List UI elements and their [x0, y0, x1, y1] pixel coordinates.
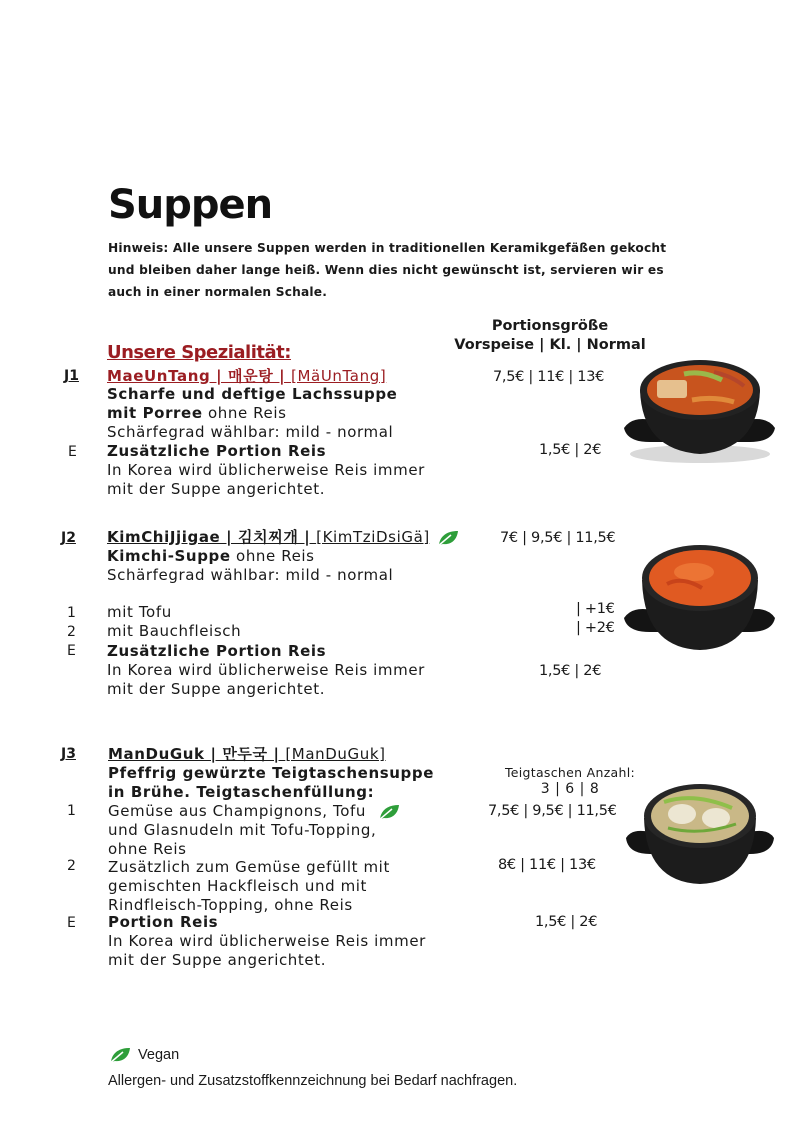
option-mark-j2-1: 1: [67, 605, 76, 621]
extra-line1-j1: In Korea wird üblicherweise Reis immer: [107, 461, 425, 479]
dish-desc-bold: Kimchi-Suppe: [107, 547, 231, 565]
extra-title-j1: Zusätzliche Portion Reis: [107, 442, 327, 460]
option-mark-j2-2: 2: [67, 624, 76, 640]
option-price-j3-1: 7,5€ | 9,5€ | 11,5€: [488, 803, 617, 819]
dish-pronunciation: [MäUnTang]: [291, 367, 387, 385]
extra-line2-j2: mit der Suppe angerichtet.: [107, 680, 326, 698]
vegan-leaf-icon: [436, 529, 460, 547]
extra-title-j2: Zusätzliche Portion Reis: [107, 642, 327, 660]
extra-line1-j2: In Korea wird üblicherweise Reis immer: [107, 661, 425, 679]
option-mark-j3-1: 1: [67, 803, 76, 819]
soup-bowl-image-j2: [622, 540, 777, 655]
option-j3-1-line2: und Glasnudeln mit Tofu-Topping,: [108, 821, 377, 839]
dish-desc-j3-2: in Brühe. Teigtaschenfüllung:: [108, 783, 375, 801]
option-text: Gemüse aus Champignons, Tofu: [108, 802, 366, 820]
dish-desc-j3-1: Pfeffrig gewürzte Teigtaschensuppe: [108, 764, 434, 782]
dish-desc-bold: mit Porree: [107, 404, 203, 422]
extra-price-j2: 1,5€ | 2€: [539, 663, 602, 679]
dish-name-text: ManDuGuk | 만두국 |: [108, 745, 286, 763]
dumpling-count-values: 3 | 6 | 8: [540, 781, 600, 797]
dish-name-text: KimChiJjigae | 김치찌개 |: [107, 528, 317, 546]
extra-mark-j3: E: [67, 915, 76, 931]
option-j3-2-line2: gemischten Hackfleisch und mit: [108, 877, 368, 895]
option-j2-tofu: mit Tofu: [107, 603, 172, 621]
option-j3-2-line3: Rindfleisch-Topping, ohne Reis: [108, 896, 353, 914]
option-j3-1-line1: [108, 802, 401, 821]
option-mark-j3-2: 2: [67, 858, 76, 874]
page-title: Suppen: [108, 182, 273, 228]
dish-code-j1: J1: [64, 368, 79, 384]
allergen-note: Allergen- und Zusatzstoffkennzeichnung bei Bedarf nachfragen.: [108, 1073, 518, 1089]
dumpling-count-label: Teigtaschen Anzahl:: [504, 765, 636, 780]
hint-note: Hinweis: Alle unsere Suppen werden in traditionellen Keramikgefäßen gekocht und bleiben daher lange heiß. Wenn dies nicht gewünscht ist, servieren wir es auch in einer normalen Schale.: [108, 241, 667, 299]
portion-header-line1: Portionsgröße: [491, 318, 609, 334]
dish-desc-j2-1: [107, 547, 315, 566]
dish-pronunciation: [KimTziDsiGä]: [316, 528, 430, 546]
extra-price-j3: 1,5€ | 2€: [535, 914, 598, 930]
option-price-j3-2: 8€ | 11€ | 13€: [498, 857, 596, 873]
dish-price-j1: 7,5€ | 11€ | 13€: [493, 369, 605, 385]
vegan-leaf-icon: [108, 1046, 132, 1064]
dish-spice-j2: Schärfegrad wählbar: mild - normal: [107, 566, 394, 584]
dish-code-j2: J2: [61, 530, 76, 546]
legend-vegan: [108, 1046, 179, 1064]
legend-vegan-label: Vegan: [138, 1046, 180, 1063]
option-j3-2-line1: Zusätzlich zum Gemüse gefüllt mit: [108, 858, 390, 876]
dish-desc-j1-1: Scharfe und deftige Lachssuppe: [107, 385, 398, 403]
extra-mark-j1: E: [68, 444, 77, 460]
dish-code-j3: J3: [61, 746, 76, 762]
dish-desc-j1-2: [107, 404, 287, 423]
extra-mark-j2: E: [67, 643, 76, 659]
specialty-heading: Unsere Spezialität:: [107, 342, 291, 363]
soup-bowl-image-j1: [622, 350, 777, 465]
extra-title-j3: Portion Reis: [108, 913, 219, 931]
portion-header-line2: Vorspeise | Kl. | Normal: [454, 337, 646, 353]
extra-line2-j3: mit der Suppe angerichtet.: [108, 951, 327, 969]
extra-price-j1: 1,5€ | 2€: [539, 442, 602, 458]
dish-name-j3: [108, 745, 386, 764]
option-j2-bauchfleisch: mit Bauchfleisch: [107, 622, 242, 640]
dish-spice-j1: Schärfegrad wählbar: mild - normal: [107, 423, 394, 441]
dish-price-j2: 7€ | 9,5€ | 11,5€: [500, 530, 616, 546]
extra-line2-j1: mit der Suppe angerichtet.: [107, 480, 326, 498]
soup-bowl-image-j3: [624, 778, 776, 888]
extra-line1-j3: In Korea wird üblicherweise Reis immer: [108, 932, 426, 950]
dish-desc-rest: ohne Reis: [230, 547, 315, 565]
option-price-j2-1: | +1€: [576, 601, 615, 617]
dish-name-j2: [107, 528, 460, 547]
dish-desc-rest: ohne Reis: [202, 404, 287, 422]
option-price-j2-2: | +2€: [576, 620, 615, 636]
dish-name-j1: [107, 367, 386, 386]
dish-pronunciation: [ManDuGuk]: [285, 745, 386, 763]
option-j3-1-line3: ohne Reis: [108, 840, 187, 858]
dish-name-text: MaeUnTang | 매운탕 |: [107, 367, 292, 385]
vegan-leaf-icon: [377, 803, 401, 821]
